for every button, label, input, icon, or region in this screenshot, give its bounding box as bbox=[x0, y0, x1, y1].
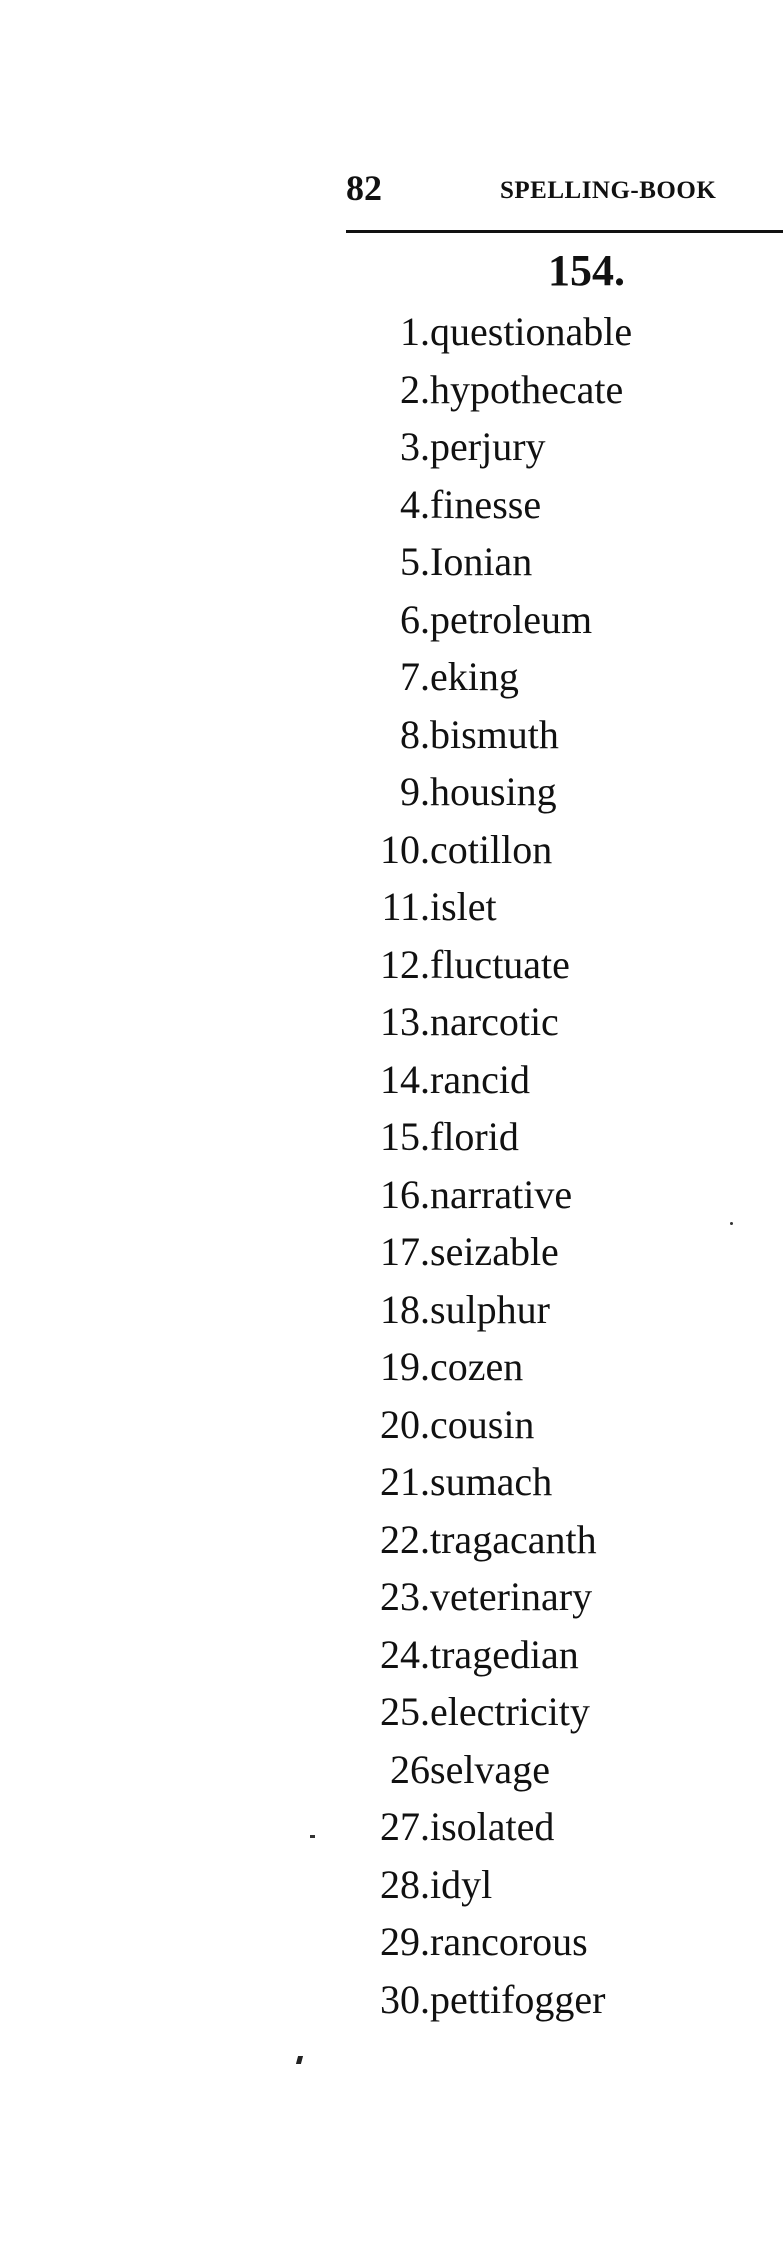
spelling-word: selvage bbox=[430, 1746, 550, 1792]
list-item bbox=[330, 307, 750, 365]
item-number: 11. bbox=[381, 884, 430, 929]
list-item bbox=[330, 1917, 750, 1975]
item-number: 2. bbox=[400, 366, 430, 412]
list-item bbox=[330, 1285, 750, 1343]
item-number: 18. bbox=[380, 1286, 430, 1332]
item-number: 4. bbox=[400, 481, 430, 527]
spelling-word: Ionian bbox=[430, 539, 533, 584]
spelling-word: isolated bbox=[430, 1804, 555, 1849]
item-number: 16. bbox=[380, 1171, 430, 1217]
item-number: 19. bbox=[380, 1344, 430, 1389]
list-item bbox=[330, 1975, 750, 2033]
spelling-word: petroleum bbox=[430, 596, 593, 642]
item-number: 5. bbox=[400, 539, 430, 584]
list-item bbox=[330, 1745, 750, 1803]
item-number: 26 bbox=[390, 1746, 430, 1792]
item-number: 23. bbox=[380, 1574, 430, 1619]
item-number: 30. bbox=[380, 1976, 430, 2022]
item-number: 21. bbox=[380, 1459, 430, 1504]
item-number: 8. bbox=[400, 711, 430, 757]
spelling-word: florid bbox=[430, 1114, 519, 1159]
item-number: 29. bbox=[380, 1919, 430, 1964]
spelling-word: questionable bbox=[430, 309, 633, 354]
item-number: 27. bbox=[380, 1804, 430, 1849]
list-item bbox=[330, 1170, 750, 1228]
list-item bbox=[330, 422, 750, 480]
item-number: 6. bbox=[400, 596, 430, 642]
list-item bbox=[330, 365, 750, 423]
spelling-word: perjury bbox=[430, 424, 546, 469]
list-item bbox=[330, 1515, 750, 1573]
list-item bbox=[330, 1687, 750, 1745]
list-item bbox=[330, 480, 750, 538]
spelling-word: hypothecate bbox=[430, 366, 624, 412]
item-number: 9. bbox=[400, 769, 430, 814]
list-item bbox=[330, 1227, 750, 1285]
item-number: 22. bbox=[380, 1516, 430, 1562]
item-number: 14. bbox=[380, 1056, 430, 1102]
item-number: 12. bbox=[380, 941, 430, 987]
list-item bbox=[330, 997, 750, 1055]
item-number: 20. bbox=[380, 1401, 430, 1447]
list-item bbox=[330, 710, 750, 768]
spelling-word: seizable bbox=[430, 1229, 559, 1274]
list-item bbox=[330, 1112, 750, 1170]
item-number: 7. bbox=[400, 654, 430, 699]
item-number: 25. bbox=[380, 1689, 430, 1734]
item-number: 10. bbox=[380, 826, 430, 872]
word-list bbox=[330, 307, 750, 2032]
spelling-word: cotillon bbox=[430, 826, 553, 872]
spelling-word: narcotic bbox=[430, 999, 559, 1044]
spelling-word: cozen bbox=[430, 1344, 524, 1389]
list-item bbox=[330, 940, 750, 998]
spelling-word: narrative bbox=[430, 1171, 573, 1217]
spelling-word: rancid bbox=[430, 1056, 530, 1102]
spelling-word: cousin bbox=[430, 1401, 535, 1447]
spelling-word: islet bbox=[430, 884, 497, 929]
list-item bbox=[330, 882, 750, 940]
spelling-word: electricity bbox=[430, 1689, 590, 1734]
list-item bbox=[330, 595, 750, 653]
list-item bbox=[330, 537, 750, 595]
spelling-word: idyl bbox=[430, 1861, 493, 1907]
list-item bbox=[330, 1860, 750, 1918]
list-item bbox=[330, 1055, 750, 1113]
list-item bbox=[330, 1400, 750, 1458]
spelling-word: sumach bbox=[430, 1459, 553, 1504]
running-title: SPELLING-BOOK bbox=[500, 177, 717, 204]
item-number: 24. bbox=[380, 1631, 430, 1677]
lesson-number: 154. bbox=[548, 246, 625, 295]
spelling-word: housing bbox=[430, 769, 557, 814]
list-item bbox=[330, 1457, 750, 1515]
spelling-word: sulphur bbox=[430, 1286, 550, 1332]
spelling-word: pettifogger bbox=[430, 1976, 606, 2022]
list-item bbox=[330, 652, 750, 710]
spelling-word: tragedian bbox=[430, 1631, 579, 1677]
spelling-word: veterinary bbox=[430, 1574, 593, 1619]
item-number: 3. bbox=[400, 424, 430, 469]
print-speck bbox=[730, 1222, 733, 1225]
spelling-word: bismuth bbox=[430, 711, 559, 757]
list-item bbox=[330, 1802, 750, 1860]
spelling-word: eking bbox=[430, 654, 519, 699]
item-number: 1. bbox=[400, 309, 430, 354]
spelling-word: rancorous bbox=[430, 1919, 588, 1964]
item-number: 28. bbox=[380, 1861, 430, 1907]
item-number: 13. bbox=[380, 999, 430, 1044]
print-speck bbox=[310, 1835, 315, 1838]
list-item bbox=[330, 1630, 750, 1688]
print-speck bbox=[296, 2056, 303, 2064]
page-number: 82 bbox=[346, 168, 382, 208]
list-item bbox=[330, 1342, 750, 1400]
item-number: 15. bbox=[380, 1114, 430, 1159]
header-rule bbox=[346, 230, 783, 233]
spelling-word: fluctuate bbox=[430, 941, 570, 987]
list-item bbox=[330, 825, 750, 883]
list-item bbox=[330, 1572, 750, 1630]
page-header bbox=[346, 168, 783, 228]
item-number: 17. bbox=[380, 1229, 430, 1274]
spelling-word: tragacanth bbox=[430, 1516, 597, 1562]
list-item bbox=[330, 767, 750, 825]
spelling-word: finesse bbox=[430, 481, 542, 527]
